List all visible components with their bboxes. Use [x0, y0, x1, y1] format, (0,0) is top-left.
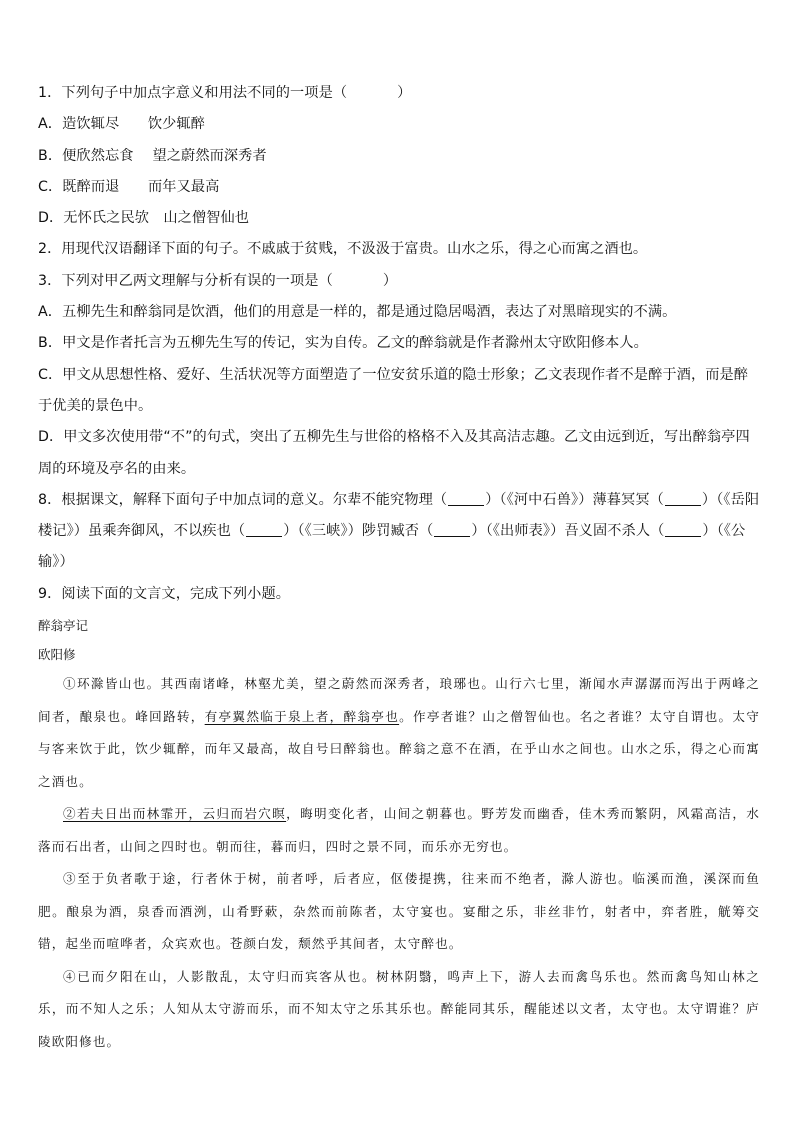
- question-1-option-a: A．造饮辄尽 饮少辄醉: [38, 116, 205, 133]
- question-1-stem: 1．下列句子中加点字意义和用法不同的一项是（: [38, 85, 348, 101]
- underlined-sentence: 有亭翼然临于泉上者，醉翁亭也: [204, 708, 400, 724]
- question-1-option-b: B．便欣然忘食 望之蔚然而深秀者: [38, 147, 267, 164]
- passage-author: 欧阳修: [38, 647, 76, 663]
- paragraph-2-rest: ，晦明变化者，山间之朝暮也。野芳发而幽香，佳木秀而繁阴，风霜高洁，水落而石出者，山间之四时也。朝而往，暮而归，四时之景不同，而乐亦无穷也。: [38, 806, 760, 854]
- question-2: 2．用现代汉语翻译下面的句子。不戚戚于贫贱，不汲汲于富贵。山水之乐，得之心而寓之酒也。: [38, 241, 648, 258]
- question-1: [38, 78, 760, 109]
- question-3-stem-end: ）: [382, 272, 398, 289]
- question-8-part-5: ）（《出师表》）吾义固不杀人（: [471, 523, 665, 540]
- question-3: [38, 266, 760, 297]
- paragraph-1-text: ①环滁皆山也。其西南诸峰，林壑尤美，望之蔚然而深秀者，琅琊也。山行六七里，渐闻水声潺潺而泻出于两峰之间者，酿泉也。峰回路转，: [38, 676, 760, 724]
- question-9: 9．阅读下面的文言文，完成下列小题。: [38, 585, 291, 602]
- question-8-part-4: ）（《三峡》）陟罚臧否（: [283, 523, 434, 540]
- answer-blank[interactable]: [246, 522, 282, 537]
- answer-blank[interactable]: [665, 522, 701, 537]
- question-3-option-d: D．甲文多次使用带“不”的句式，突出了五柳先生与世俗的格格不入及其高洁志趣。乙文由远到近，写出醉翁亭四周的环境及亭名的由来。: [38, 429, 750, 477]
- underlined-sentence: ②若夫日出而林霏开，云归而岩穴暝: [63, 806, 287, 822]
- question-3-option-b: B．甲文是作者托言为五柳先生写的传记，实为自传。乙文的醉翁就是作者滁州太守欧阳修本人。: [38, 335, 648, 352]
- question-3-option-a: A．五柳先生和醉翁同是饮酒，他们的用意是一样的，都是通过隐居喝酒，表达了对黑暗现实的不满。: [38, 304, 677, 321]
- passage-paragraph-2: [38, 798, 760, 863]
- question-8-part-6: ）（《公输》）: [38, 523, 746, 571]
- answer-blank[interactable]: [434, 522, 470, 537]
- answer-blank[interactable]: [665, 491, 701, 506]
- question-8-part-1: 8．根据课文，解释下面句子中加点词的意义。尔辈不能究物理（: [38, 491, 448, 508]
- question-8-part-2: ）（《河中石兽》）薄暮冥冥（: [485, 491, 664, 508]
- passage-paragraph-4: ④已而夕阳在山，人影散乱，太守归而宾客从也。树林阴翳，鸣声上下，游人去而禽鸟乐也。然而禽鸟知山林之乐，而不知人之乐；人知从太守游而乐，而不知太守之乐其乐也。醉能同其乐，醒能述以文者，太守也。太守谓谁？庐陵欧阳修也。: [38, 968, 760, 1049]
- question-8-part-3: ）（《岳阳楼记》）虽乘奔御风，不以疾也（: [38, 491, 760, 540]
- question-3-option-c: C．甲文从思想性格、爱好、生活状况等方面塑造了一位安贫乐道的隐士形象；乙文表现作者不是醉于酒，而是醉于优美的景色中。: [38, 366, 749, 414]
- passage-paragraph-3: ③至于负者歌于途，行者休于树，前者呼，后者应，伛偻提携，往来而不绝者，滁人游也。临溪而渔，溪深而鱼肥。酿泉为酒，泉香而酒洌，山肴野蔌，杂然而前陈者，太守宴也。宴酣之乐，非丝非竹，射者中，弈者胜，觥筹交错，起坐而喧哗者，众宾欢也。苍颜白发，颓然乎其间者，太守醉也。: [38, 871, 760, 952]
- question-1-stem-end: ）: [397, 85, 412, 101]
- question-1-option-c: C．既醉而退 而年又最高: [38, 178, 220, 195]
- exam-page: [38, 78, 760, 1058]
- paragraph-1-rest: 。作亭者谁？山之僧智仙也。名之者谁？太守自谓也。太守与客来饮于此，饮少辄醉，而年又最高，故自号曰醉翁也。醉翁之意不在酒，在乎山水之间也。山水之乐，得之心而寓之酒也。: [38, 708, 760, 789]
- passage-title: 醉翁亭记: [38, 618, 89, 634]
- question-1-option-d: D．无怀氏之民欤 山之僧智仙也: [38, 210, 250, 227]
- question-8: [38, 485, 760, 579]
- question-3-stem: 3．下列对甲乙两文理解与分析有误的一项是（: [38, 272, 333, 289]
- passage-paragraph-1: [38, 668, 760, 798]
- answer-blank[interactable]: [448, 491, 484, 506]
